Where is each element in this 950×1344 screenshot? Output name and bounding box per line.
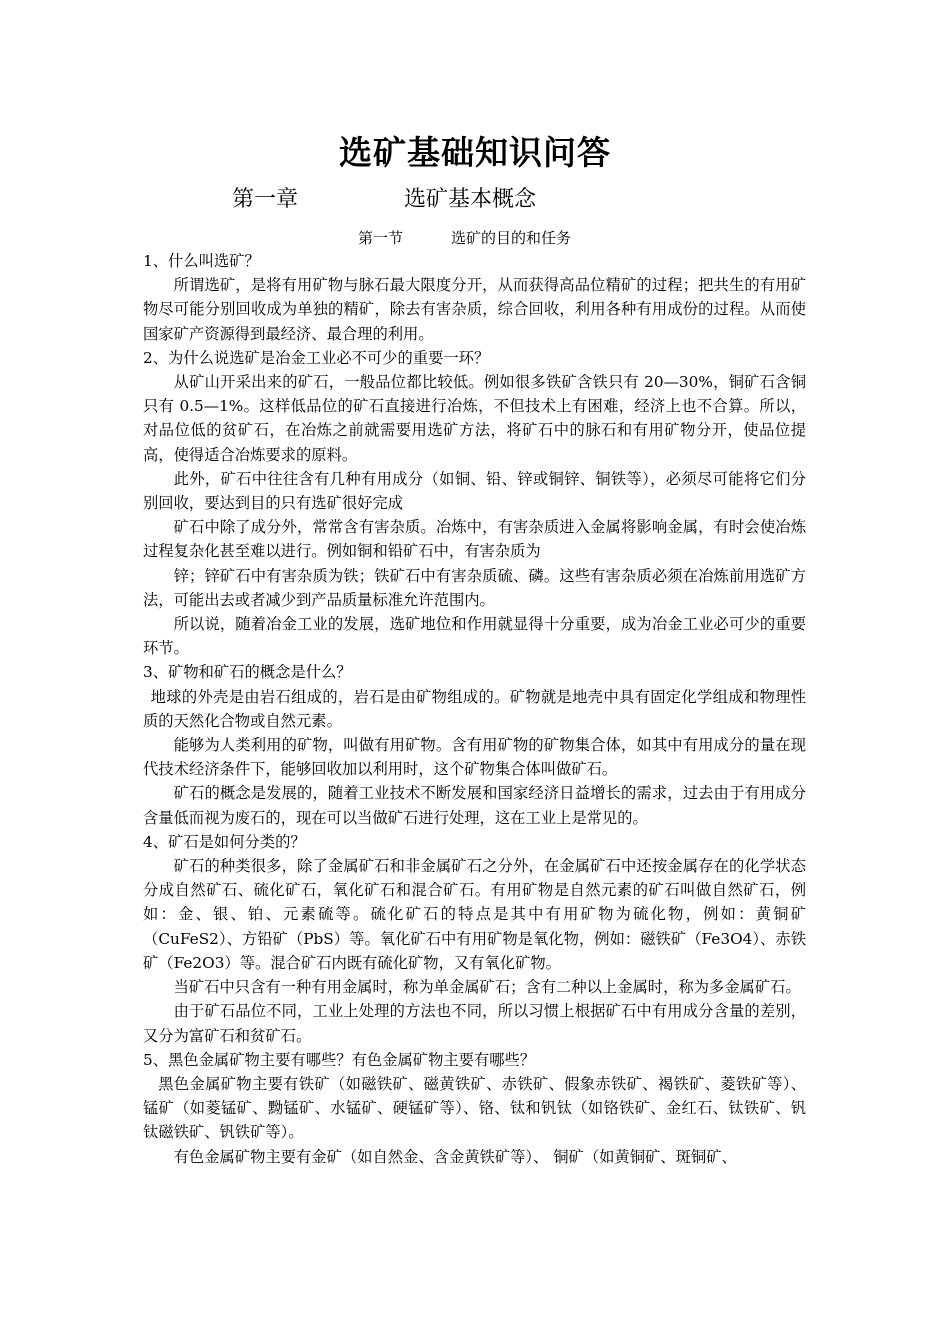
question-heading: 2、为什么说选矿是冶金工业必不可少的重要一环？ [143, 348, 490, 367]
paragraph: 从矿山开采出来的矿石，一般品位都比较低。例如很多铁矿含铁只有 20—30%，铜矿石含铜只有 0.5—1%。这样低品位的矿石直接进行冶炼，不但技术上有困难，经济上也不合算。所以，对品位低的贫矿石，在冶炼之前就需要用选矿方法，将矿石中的脉石和有用矿物分开，使品位提高，使得适合冶炼要求的原料。 [143, 373, 806, 464]
question-heading: 5、黑色金属矿物主要有哪些？有色金属矿物主要有哪些？ [143, 1050, 536, 1069]
paragraph: 黑色金属矿物主要有铁矿（如磁铁矿、磁黄铁矿、赤铁矿、假象赤铁矿、褐铁矿、菱铁矿等）、 锰矿（如菱锰矿、黝锰矿、水锰矿、硬锰矿等）、铬、钛和钒钛（如铬铁矿、金红石、钛铁矿、钒钛磁铁矿、钒铁矿等）。 [143, 1074, 806, 1142]
chapter-number: 第一章 [232, 187, 299, 212]
document-body [143, 249, 806, 1169]
chapter-title: 选矿基本概念 [404, 187, 537, 212]
document-title: 选矿基础知识问答 [339, 133, 611, 172]
paragraph: 有色金属矿物主要有金矿（如自然金、含金黄铁矿等）、 铜矿（如黄铜矿、斑铜矿、 [173, 1147, 737, 1166]
section-heading [358, 226, 571, 250]
section-title: 选矿的目的和任务 [451, 229, 572, 247]
paragraph: 所谓选矿，是将有用矿物与脉石最大限度分开，从而获得高品位精矿的过程；把共生的有用矿物尽可能分别回收成为单独的精矿，除去有害杂质，综合回收，利用各种有用成份的过程。从而使国家矿产资源得到最经济、最合理的利用。 [143, 276, 806, 343]
paragraph: 矿石的概念是发展的，随着工业技术不断发展和国家经济日益增长的需求，过去由于有用成分含量低而视为废石的，现在可以当做矿石进行处理，这在工业上是常见的。 [143, 784, 806, 827]
paragraph: 所以说，随着冶金工业的发展，选矿地位和作用就显得十分重要，成为冶金工业必可少的重要环节。 [143, 615, 806, 658]
paragraph: 矿石中除了成分外，常常含有害杂质。冶炼中，有害杂质进入金属将影响金属，有时会使冶炼过程复杂化甚至难以进行。例如铜和铅矿石中，有害杂质为 [143, 518, 806, 561]
question-heading: 4、矿石是如何分类的？ [143, 832, 306, 851]
paragraph: 地球的外壳是由岩石组成的，岩石是由矿物组成的。矿物就是地壳中具有固定化学组成和物理性质的天然化合物或自然元素。 [143, 687, 806, 730]
question-heading: 1、什么叫选矿？ [143, 252, 260, 270]
paragraph: 当矿石中只含有一种有用金属时，称为单金属矿石；含有二种以上金属时，称为多金属矿石。 [173, 978, 801, 997]
paragraph: 由于矿石品位不同，工业上处理的方法也不同，所以习惯上根据矿石中有用成分含量的差别，又分为富矿石和贫矿石。 [143, 1002, 806, 1045]
paragraph: 锌；锌矿石中有害杂质为铁；铁矿石中有害杂质硫、磷。这些有害杂质必须在冶炼前用选矿方法，可能出去或者减少到产品质量标准允许范围内。 [143, 566, 806, 609]
question-heading: 3、矿物和矿石的概念是什么？ [143, 663, 352, 682]
paragraph: 能够为人类利用的矿物，叫做有用矿物。含有用矿物的矿物集合体，如其中有用成分的量在现代技术经济条件下，能够回收加以利用时，这个矿物集合体叫做矿石。 [143, 736, 806, 779]
paragraph: 此外，矿石中往往含有几种有用成分（如铜、铅、锌或铜锌、铜铁等），必须尽可能将它们分别回收，要达到目的只有选矿很好完成 [143, 469, 806, 513]
paragraph: 矿石的种类很多，除了金属矿石和非金属矿石之分外，在金属矿石中还按金属存在的化学状态分成自然矿石、硫化矿石，氧化矿石和混合矿石。有用矿物是自然元素的矿石叫做自然矿石，例如：金、银、铂、元素硫等。硫化矿石的特点是其中有用矿物为硫化物，例如：黄铜矿（CuFeS2）、方铅矿（PbS）等。氧化矿石中有用矿物是氧化物，例如：磁铁矿（Fe3O4）、赤铁矿（Fe2O3）等。混合矿石内既有硫化矿物，又有氧化矿物。 [143, 857, 806, 972]
chapter-heading [232, 184, 536, 216]
section-number: 第一节 [358, 229, 404, 247]
